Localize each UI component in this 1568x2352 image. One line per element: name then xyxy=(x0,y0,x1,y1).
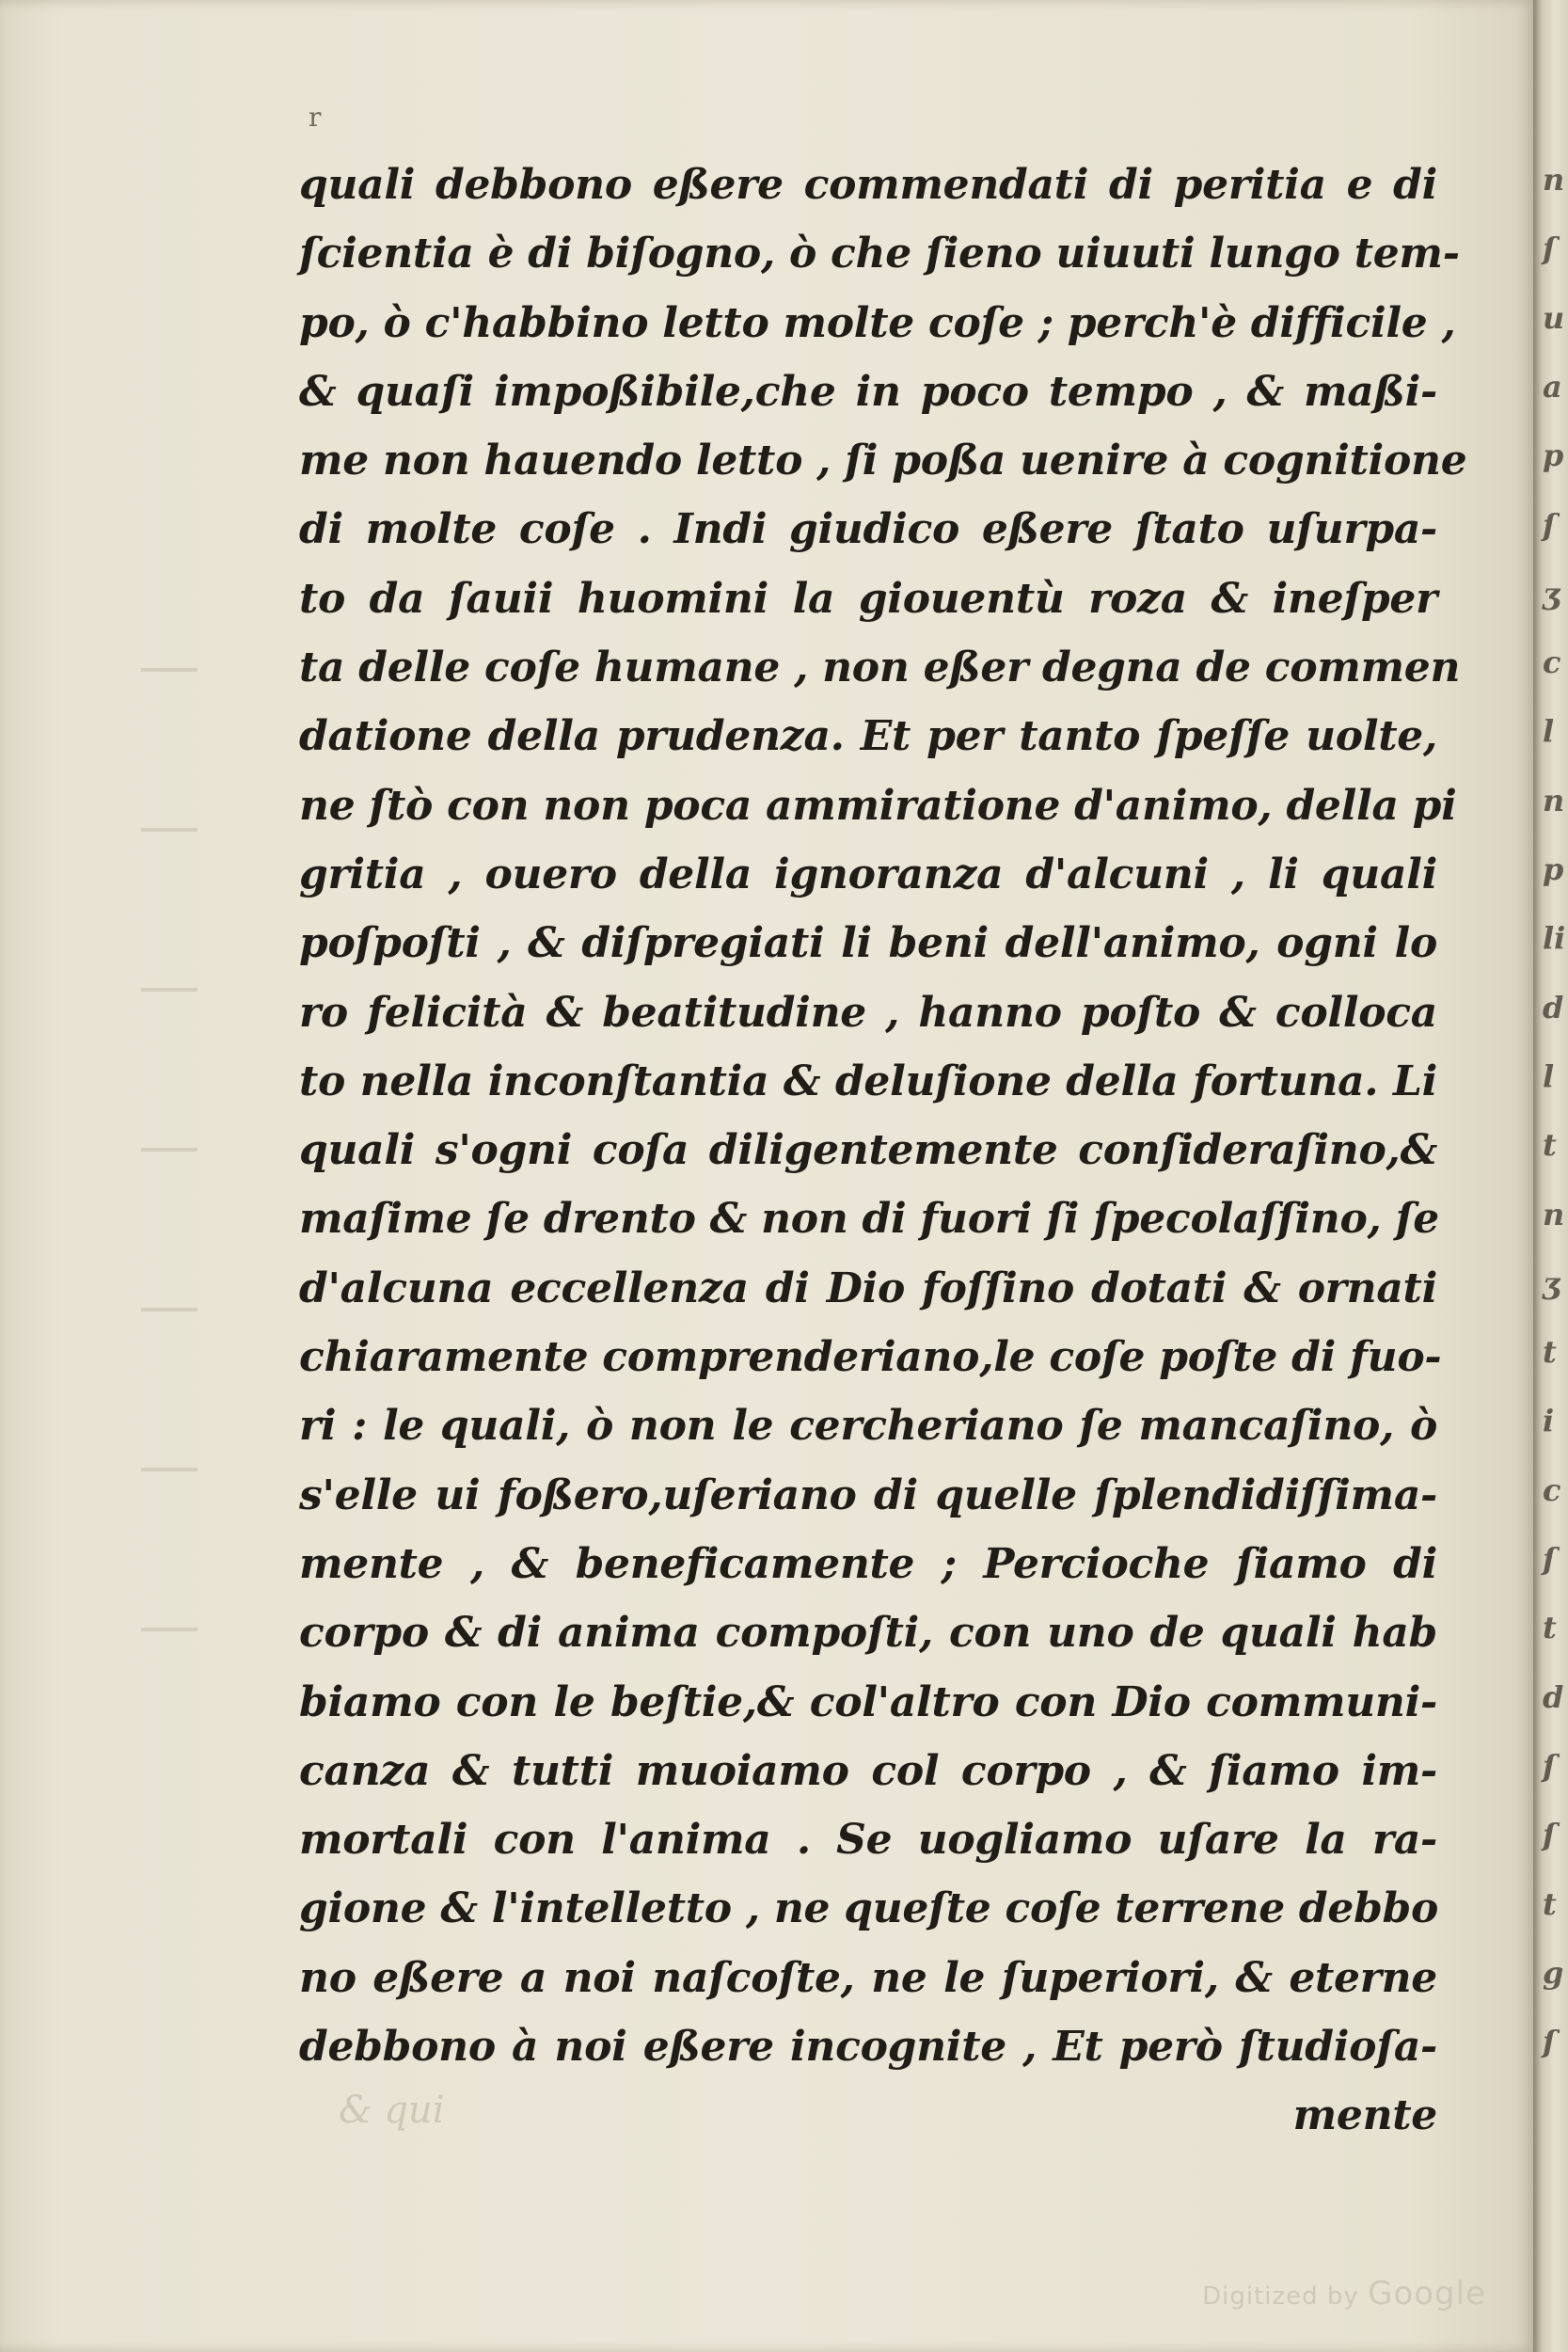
facing-page-glyph: t xyxy=(1543,1334,1557,1371)
text-line: di molte coſe . Indi giudico eßere ſtato uſurpa- xyxy=(299,505,1437,554)
text-line: datione della prudenza. Et per tanto ſpeſſe uolte, xyxy=(299,712,1437,761)
watermark-brand: Google xyxy=(1368,2275,1486,2312)
text-line: poſpoſti , & diſpregiati li beni dell'animo, ogni lo xyxy=(299,919,1437,968)
text-line: gione & l'intelletto , ne queſte coſe terrene debbo xyxy=(299,1884,1439,1933)
text-line: po, ò c'habbino letto molte coſe ; perch'è difficile , xyxy=(299,298,1456,347)
text-line: quali s'ogni coſa diligentemente conſideraſino,& xyxy=(299,1126,1437,1175)
facing-page-glyph: ſ xyxy=(1543,230,1556,267)
text-line: & quaſi impoßibile,che in poco tempo , & maßi- xyxy=(299,367,1437,416)
facing-page-glyph: p xyxy=(1543,851,1564,887)
facing-page-glyph: ſ xyxy=(1543,506,1556,543)
text-line: ſcientia è di biſogno, ò che ſieno uiuuti lungo tem- xyxy=(299,230,1460,278)
facing-page-glyph: n xyxy=(1543,162,1565,198)
text-line: me non hauendo letto , ſi poßa uenire à cognitione xyxy=(299,437,1467,485)
body-text xyxy=(299,151,1467,2151)
text-line: ri : le quali, ò non le cercheriano ſe mancaſino, ò xyxy=(299,1402,1437,1451)
text-line: maſime ſe drento & non di fuori ſi ſpecolaſſino, ſe xyxy=(299,1195,1439,1244)
facing-page-glyph: ʒ xyxy=(1543,1264,1560,1301)
text-line: biamo con le beſtie,& col'altro con Dio communi- xyxy=(299,1677,1437,1726)
text-line: gritia , ouero della ignoranza d'alcuni , li quali xyxy=(299,850,1437,898)
facing-page-glyph: ſ xyxy=(1543,1541,1556,1577)
watermark-prefix: Digitized by xyxy=(1202,2282,1359,2311)
text-line: to nella inconſtantia & deluſione della fortuna. Li xyxy=(299,1057,1437,1105)
text-line: no eßere a noi naſcoſte, ne le ſuperiori, & eterne xyxy=(299,1953,1437,2002)
text-line: ta delle coſe humane , non eßer degna de commen xyxy=(299,644,1461,692)
catchword: mente xyxy=(1292,2091,1437,2140)
facing-page-glyph: g xyxy=(1543,1954,1564,1991)
facing-page-glyph: t xyxy=(1543,1610,1557,1646)
facing-page-glyph: l xyxy=(1543,1057,1555,1094)
text-line: mortali con l'anima . Se uogliamo uſare la ra- xyxy=(299,1816,1437,1865)
facing-page-glyph: ſ xyxy=(1543,1817,1556,1853)
facing-page-glyph: n xyxy=(1543,1196,1565,1232)
text-line: debbono à noi eßere incognite , Et però ſtudioſa- xyxy=(299,2023,1437,2072)
facing-page-glyph: t xyxy=(1543,1885,1557,1922)
facing-page-glyph: i xyxy=(1543,1403,1555,1439)
text-line: s'elle ui foßero,uſeriano di quelle ſplendidiſſima- xyxy=(299,1470,1437,1519)
facing-page-glyph: d xyxy=(1543,1678,1564,1715)
text-line: ne ſtò con non poca ammiratione d'animo, della pi xyxy=(299,781,1457,830)
facing-page-glyph: c xyxy=(1543,644,1561,681)
digitized-watermark xyxy=(1202,2275,1486,2312)
show-through-text: & qui xyxy=(339,2089,445,2132)
facing-page-glyph: u xyxy=(1543,299,1565,336)
text-line: corpo & di anima compoſti, con uno de quali hab xyxy=(299,1609,1437,1658)
facing-page-glyph: n xyxy=(1543,782,1565,818)
facing-page-glyph: t xyxy=(1543,1127,1557,1164)
text-line: to da ſauii huomini la giouentù roza & ineſper xyxy=(299,574,1437,623)
margin-stains xyxy=(141,583,198,1712)
facing-page-glyph: p xyxy=(1543,437,1564,474)
facing-page-glyph: ſ xyxy=(1543,1747,1556,1784)
text-line: quali debbono eßere commendati di peritia e di xyxy=(299,161,1437,209)
facing-page-glyph: ʒ xyxy=(1543,575,1560,612)
text-line: d'alcuna eccellenza di Dio foſſino dotati & ornati xyxy=(299,1263,1437,1312)
facing-page-glyph: li xyxy=(1543,920,1566,957)
text-line: canza & tutti muoiamo col corpo , & ſiamo im- xyxy=(299,1746,1437,1795)
text-line: chiaramente comprenderiano,le coſe poſte di fuo- xyxy=(299,1333,1442,1382)
facing-page-glyph: ſ xyxy=(1543,2024,1556,2060)
signature-mark: r xyxy=(309,102,322,133)
facing-page-glyph: a xyxy=(1543,368,1562,405)
facing-page-edge xyxy=(1533,0,1568,2352)
facing-page-glyph: l xyxy=(1543,713,1555,750)
text-line: ro felicità & beatitudine , hanno poſto & colloca xyxy=(299,988,1437,1037)
facing-page-glyph: c xyxy=(1543,1471,1561,1508)
facing-page-glyph: d xyxy=(1543,989,1564,1025)
text-line: mente , & beneficamente ; Percioche ſiamo di xyxy=(299,1539,1437,1588)
